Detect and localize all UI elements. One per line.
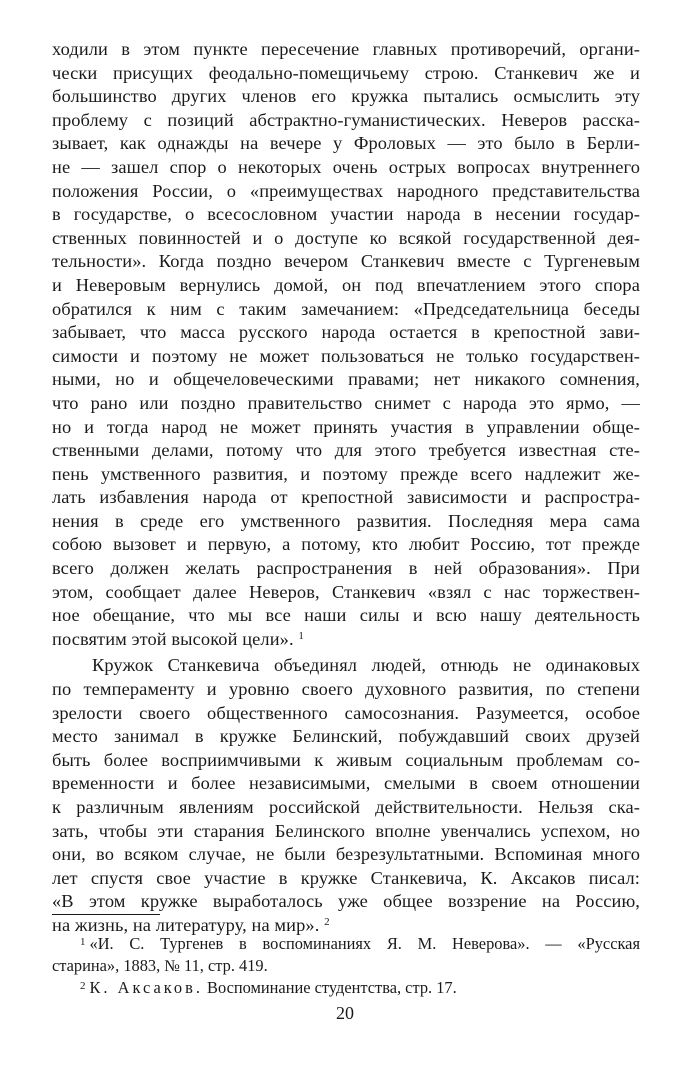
text-line: всего должен желать распространения в ней образования». При (52, 558, 640, 579)
text-line: они, во всяком случае, не были безрезультатными. Вспоминая много (52, 844, 640, 865)
text-line: нения в среде его умственного развития. Последняя мера сама (52, 510, 640, 531)
footnote-divider (52, 914, 160, 915)
text-line: по темпераменту и уровню своего духовного развития, по степени (52, 679, 640, 700)
text-line: и Неверовым вернулись домой, он под впечатлением этого спора (52, 274, 640, 295)
footnote-text: Воспоминание студентства, стр. 17. (207, 978, 457, 997)
text-line: симости и поэтому не может пользоваться не только государствен- (52, 345, 640, 366)
text-line-content: на жизнь, на литературу, на мир». (52, 914, 320, 935)
text-line: этом, сообщает далее Неверов, Станкевич «взял с нас торжествен- (52, 581, 640, 602)
text-line-content: посвятим этой высокой цели». (52, 628, 294, 649)
footnote-1-continued: старина», 1883, № 11, стр. 419. (52, 955, 268, 975)
text-line: временности и более независимыми, смелыми в своем отношении (52, 773, 640, 794)
text-line: положения России, о «преимуществах народного представительства (52, 180, 640, 201)
page-number: 20 (336, 1003, 354, 1023)
text-line: зрелости своего общественного самосознания. Разумеется, особое (52, 702, 640, 723)
text-line: ходили в этом пункте пересечение главных противоречий, органи- (52, 39, 640, 59)
text-line: тельности». Когда поздно вечером Станкевич вместе с Тургеневым (52, 251, 640, 272)
footnote-author: К. Аксаков. (89, 978, 203, 997)
text-line: в государстве, о всесословном участии народа в несении государ- (52, 204, 640, 225)
text-line: обратился к ним с таким замечанием: «Председательница беседы (52, 298, 640, 319)
footnote-ref-2[interactable]: 2 (324, 915, 330, 928)
text-line: большинство других членов его кружка пытались осмыслить эту (52, 86, 640, 107)
text-line: зывает, как однажды на вечере у Фроловых — это было в Берли- (52, 133, 640, 154)
text-line: собою вызовет и первую, а потому, кто любит Россию, тот прежде (52, 534, 640, 555)
text-line: Кружок Станкевича объединял людей, отнюдь не одинаковых (92, 655, 640, 676)
page-body (52, 38, 640, 938)
text-line: не — зашел спор о некоторых очень острых вопросах внутреннего (52, 156, 640, 177)
text-line: но и тогда народ не может принять участия в управлении обще- (52, 416, 640, 437)
text-line: забывает, что масса русского народа остается в крепостной зави- (52, 322, 640, 343)
text-line: что рано или поздно правительство снимет с народа это ярмо, — (52, 392, 640, 413)
footnote-2 (52, 976, 640, 999)
paragraph-2 (52, 654, 640, 937)
text-line: «В этом кружке выработалось уже общее воззрение на Россию, (52, 891, 640, 912)
footnote-ref-1[interactable]: 1 (298, 629, 304, 642)
text-line: к различным явлениям российской действительности. Нельзя ска- (52, 797, 640, 817)
text-line: ными, но и общечеловеческими правами; нет никакого сомнения, (52, 369, 640, 390)
text-line: чески присущих феодально-помещичьему строю. Станкевич же и (52, 62, 640, 83)
text-line: проблему с позиций абстрактно-гуманистических. Неверов расска- (52, 109, 640, 130)
paragraph-1 (52, 38, 640, 651)
footnote-marker: 1 (80, 936, 86, 948)
text-line: ственных повинностей и о доступе ко всякой государственной дея- (52, 227, 640, 248)
footnotes (52, 932, 640, 999)
text-line: лать избавления народа от крепостной зависимости и распростра- (52, 487, 640, 508)
text-line: место занимал в кружке Белинский, побуждавший своих друзей (52, 726, 640, 747)
text-line-last (52, 628, 640, 652)
footnote-text: «И. С. Тургенев в воспоминаниях Я. М. Неверова». — «Русская (89, 934, 640, 953)
footnote-marker: 2 (80, 980, 86, 992)
footnote-1 (52, 932, 640, 955)
text-line: зать, чтобы эти старания Белинского вполне увенчались успехом, но (52, 820, 640, 841)
text-line: лет спустя свое участие в кружке Станкевича, К. Аксаков писал: (52, 867, 640, 888)
text-line: ственными делами, потому что для этого требуется известная сте- (52, 440, 640, 461)
text-line: ное обещание, что мы все наши силы и всю нашу деятельность (52, 605, 640, 626)
text-line: пень умственного развития, и поэтому прежде всего надлежит же- (52, 463, 640, 484)
text-line: быть более восприимчивыми к живым социальным проблемам со- (52, 749, 640, 770)
